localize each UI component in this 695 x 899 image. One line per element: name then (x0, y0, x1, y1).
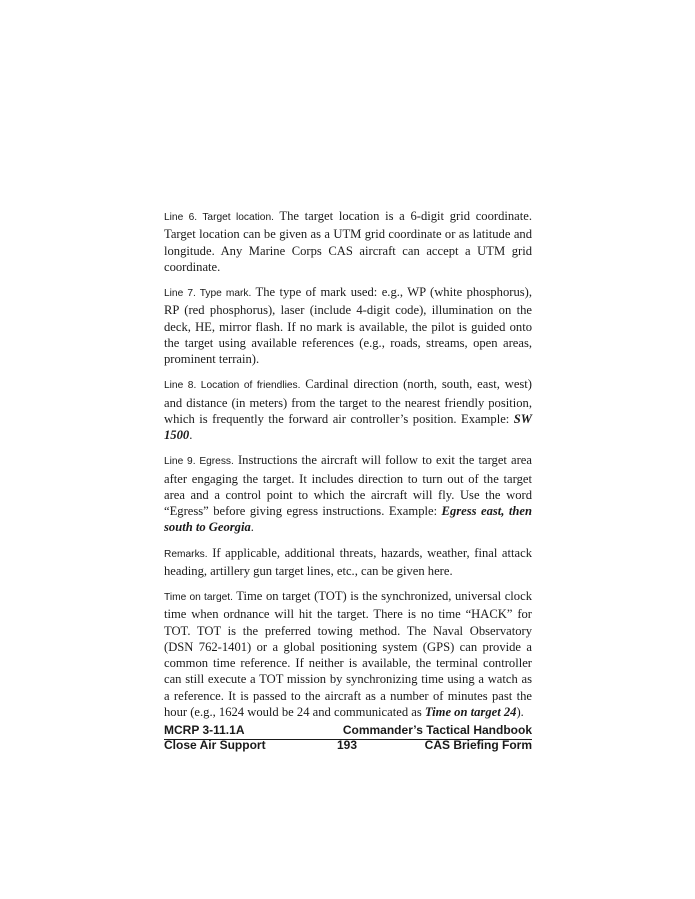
handbook-title: Commander’s Tactical Handbook (342, 723, 532, 737)
example-emphasis: SW 1500 (164, 411, 532, 443)
paragraph-line-7 (164, 284, 532, 367)
example-emphasis: Time on target 24 (424, 705, 517, 719)
paragraph-label: Line 7. Type mark. (164, 287, 252, 299)
paragraph-line-9 (164, 452, 532, 535)
paragraph-line-8 (164, 376, 532, 443)
page-body (164, 208, 532, 729)
paragraph-body: The type of mark used: e.g., WP (white phosphorus), RP (red phosphorus), laser (include 4-digit code), illumination on the deck, HE, mirror flash. If no mark is available, the pilot is guided onto the target using available references (e.g., roads, streams, open areas, prominent terrain). (164, 284, 532, 367)
example-emphasis: Egress east, then south to Georgia (164, 504, 532, 535)
paragraph-label: Line 9. Egress. (164, 456, 234, 468)
footer-bottom-row (164, 738, 532, 754)
paragraph-body: If applicable, additional threats, hazards, weather, final attack heading, artillery gun target lines, etc., can be given here. (164, 545, 532, 578)
paragraph-label: Line 8. Location of friendlies. (164, 380, 301, 392)
paragraph-tail: . (250, 520, 254, 535)
paragraph-label: Time on target. (164, 591, 233, 603)
paragraph-body: Time on target (TOT) is the synchronized, universal clock time when ordnance will hit the target. There is no time “HACK” for TOT. TOT is the preferred towing method. The Naval Observatory (DSN 762-1401) or a global positioning system (GPS) can provide a common time reference. If neither is available, the terminal controller can still execute a TOT mission by synchronizing time using a watch as a reference. It is passed to the aircraft as a number of minutes past the hour (e.g., 1624 would be 24 and communicated as (164, 588, 532, 719)
form-title: CAS Briefing Form (424, 738, 532, 752)
page-number: 193 (337, 738, 358, 752)
paragraph-label: Line 6. Target location. (164, 212, 274, 223)
paragraph-tail: . (189, 428, 193, 443)
paragraph-body: Instructions the aircraft will follow to exit the target area after engaging the target. It includes direction to turn out of the target area and a control point to which the aircraft will fly. Use the word “Egress” before giving egress instructions. Example: (164, 453, 532, 519)
paragraph-remarks (164, 545, 532, 580)
paragraph-body: The target location is a 6-digit grid coordinate. Target location can be given as a UTM grid coordinate or as latitude and longitude. Any Marine Corps CAS aircraft can accept a UTM grid coordinate. (164, 209, 532, 274)
paragraph-label: Remarks. (164, 548, 208, 560)
paragraph-tail: ). (516, 705, 524, 719)
paragraph-time-on-target (164, 588, 532, 720)
paragraph-line-6 (164, 208, 532, 275)
paragraph-body: Cardinal direction (north, south, east, west) and distance (in meters) from the target to the nearest friendly position, which is frequently the forward air controller’s position. Example: (164, 377, 532, 426)
document-id: MCRP 3-11.1A (164, 723, 245, 737)
section-title: Close Air Support (164, 738, 266, 752)
